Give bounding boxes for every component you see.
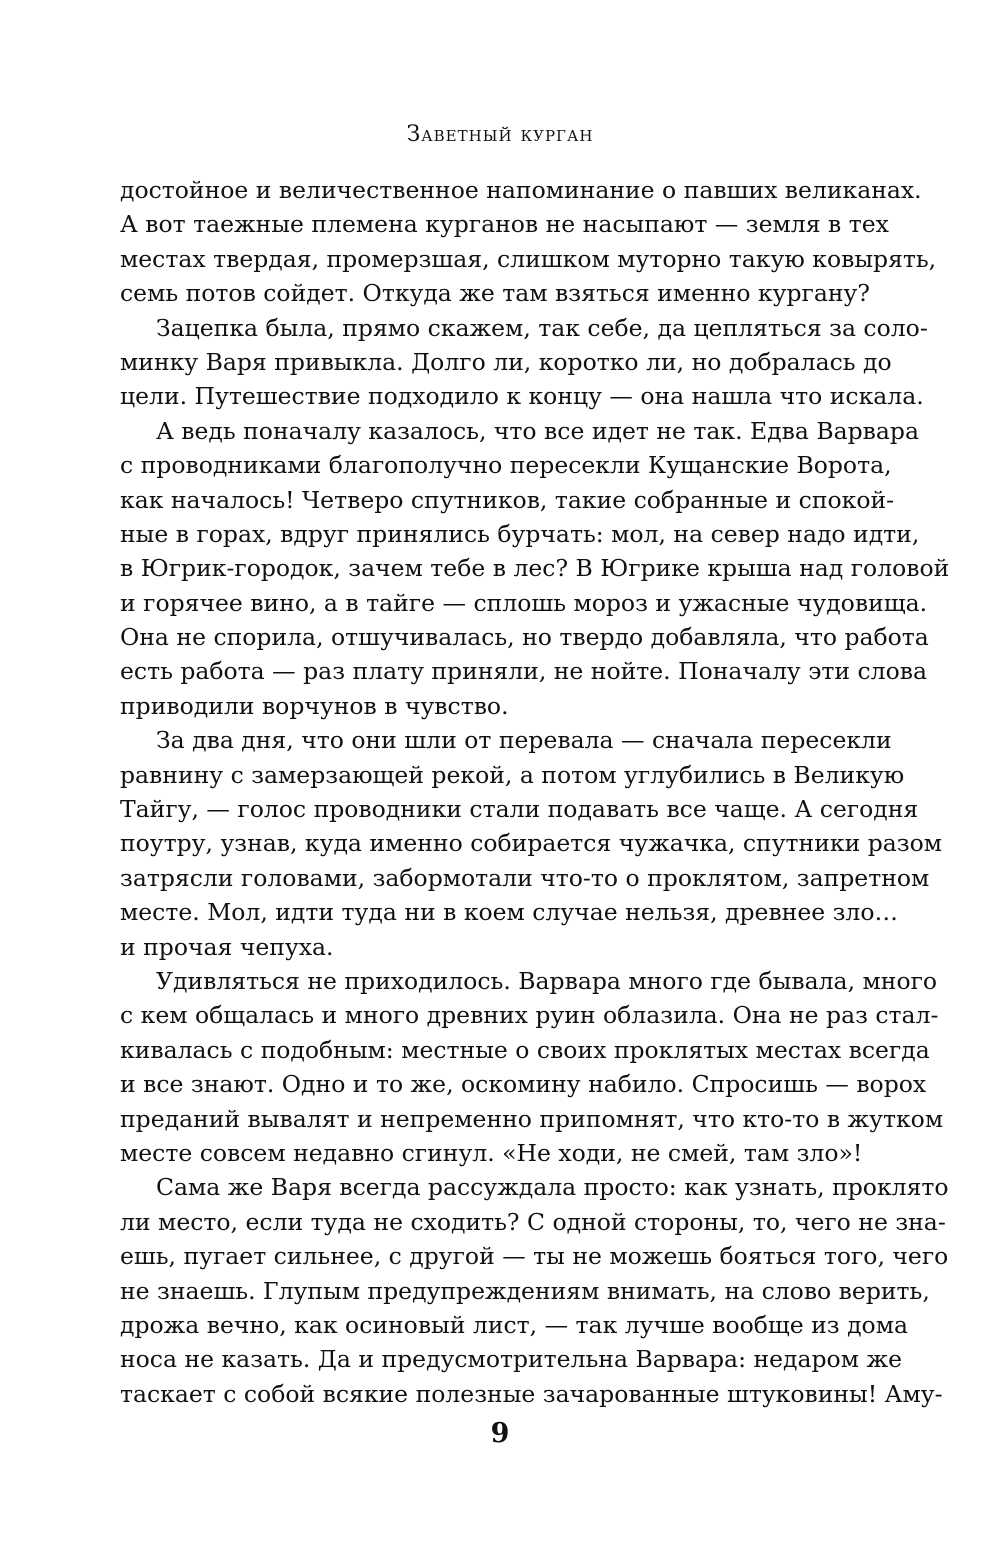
page-number: 9 [490, 1418, 510, 1449]
text-line: цели. Путешествие подходило к концу — она нашла что искала. [120, 382, 924, 411]
text-line: достойное и величественное напоминание о павших великанах. [120, 176, 922, 204]
text-line: кивалась с подобным: местные о своих проклятых местах всегда [120, 1035, 930, 1064]
text-line: поутру, узнав, куда именно собирается чужачка, спутники разом [120, 829, 942, 858]
running-head: Заветный курган [406, 122, 594, 147]
text-line: месте. Мол, идти туда ни в коем случае нельзя, древнее зло… [120, 898, 899, 927]
text-line: Сама же Варя всегда рассуждала просто: как узнать, проклято [156, 1173, 949, 1202]
text-line: приводили ворчунов в чувство. [120, 691, 509, 720]
text-line: как началось! Четверо спутников, такие собранные и спокой- [120, 485, 895, 514]
text-line: ешь, пугает сильнее, с другой — ты не можешь бояться того, чего [120, 1242, 949, 1271]
text-line: в Югрик-городок, зачем тебе в лес? В Югрике крыша над головой [120, 554, 950, 583]
text-line: таскает с собой всякие полезные зачарованные штуковины! Аму- [120, 1379, 943, 1408]
text-line: дрожа вечно, как осиновый лист, — так лучше вообще из дома [120, 1310, 908, 1339]
text-line: с кем общалась и много древних руин облазила. Она не раз стал- [120, 1001, 939, 1030]
body-text [120, 173, 950, 1411]
text-line: минку Варя привыкла. Долго ли, коротко ли, но добралась до [120, 347, 892, 376]
text-line: Тайгу, — голос проводники стали подавать все чаще. А сегодня [120, 795, 919, 824]
text-line: А вот таежные племена курганов не насыпают — земля в тех [120, 210, 889, 239]
text-line: затрясли головами, забормотали что-то о проклятом, запретном [120, 863, 930, 892]
text-line: Она не спорила, отшучивалась, но твердо добавляла, что работа [120, 623, 929, 652]
text-line: и прочая чепуха. [120, 932, 334, 961]
text-line: ные в горах, вдруг принялись бурчать: мол, на север надо идти, [120, 519, 920, 548]
text-line: с проводниками благополучно пересекли Кущанские Ворота, [120, 451, 892, 480]
text-line: равнину с замерзающей рекой, а потом углубились в Великую [120, 760, 905, 789]
text-line: носа не казать. Да и предусмотрительна Варвара: недаром же [120, 1345, 902, 1374]
text-line: месте совсем недавно сгинул. «Не ходи, не смей, там зло»! [120, 1138, 863, 1167]
text-line: местах твердая, промерзшая, слишком муторно такую ковырять, [120, 244, 937, 273]
text-line: Зацепка была, прямо скажем, так себе, да цепляться за соло- [156, 313, 928, 342]
text-line: есть работа — раз плату приняли, не нойте. Поначалу эти слова [120, 657, 927, 686]
text-line: преданий вывалят и непременно припомнят, что кто-то в жутком [120, 1104, 944, 1133]
text-line: и все знают. Одно и то же, оскомину набило. Спросишь — ворох [120, 1070, 927, 1099]
text-line: и горячее вино, а в тайге — сплошь мороз и ужасные чудовища. [120, 588, 928, 617]
text-line: А ведь поначалу казалось, что все идет не так. Едва Варвара [156, 416, 919, 445]
text-line: не знаешь. Глупым предупреждениям внимать, на слово верить, [120, 1276, 930, 1305]
text-line: Удивляться не приходилось. Варвара много где бывала, много [156, 966, 938, 995]
text-line: За два дня, что они шли от перевала — сначала пересекли [156, 726, 892, 755]
text-line: ли место, если туда не сходить? С одной стороны, то, чего не зна- [120, 1207, 946, 1236]
text-line: семь потов сойдет. Откуда же там взяться именно кургану? [120, 279, 870, 308]
